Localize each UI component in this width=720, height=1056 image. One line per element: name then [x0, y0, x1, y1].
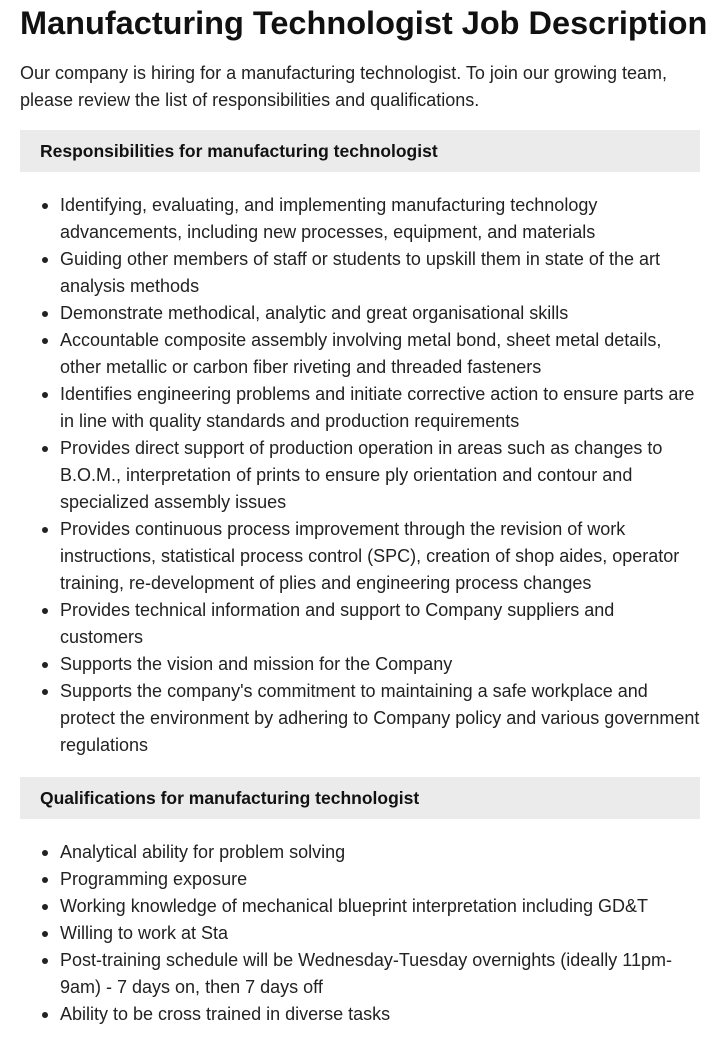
- list-item: Ability to be cross trained in diverse tasks: [60, 1001, 700, 1028]
- qualifications-heading: Qualifications for manufacturing technologist: [20, 777, 700, 819]
- list-item: Working knowledge of mechanical blueprint interpretation including GD&T: [60, 893, 700, 920]
- list-item: Provides technical information and support to Company suppliers and customers: [60, 597, 700, 651]
- list-item: Accountable composite assembly involving metal bond, sheet metal details, other metallic or carbon fiber riveting and threaded fasteners: [60, 327, 700, 381]
- list-item: Programming exposure: [60, 866, 700, 893]
- list-item: Identifies engineering problems and initiate corrective action to ensure parts are in line with quality standards and production requirements: [60, 381, 700, 435]
- list-item: Analytical ability for problem solving: [60, 839, 700, 866]
- list-item: Demonstrate methodical, analytic and great organisational skills: [60, 300, 700, 327]
- list-item: Willing to work at Sta: [60, 920, 700, 947]
- list-item: Identifying, evaluating, and implementing manufacturing technology advancements, including new processes, equipment, and materials: [60, 192, 700, 246]
- list-item: Guiding other members of staff or students to upskill them in state of the art analysis methods: [60, 246, 700, 300]
- responsibilities-heading: Responsibilities for manufacturing technologist: [20, 130, 700, 172]
- page-title: Manufacturing Technologist Job Description: [20, 5, 708, 41]
- list-item: Provides direct support of production operation in areas such as changes to B.O.M., interpretation of prints to ensure ply orientation and contour and specialized assembly issues: [60, 435, 700, 516]
- qualifications-list: [20, 839, 700, 1028]
- list-item: Provides continuous process improvement through the revision of work instructions, statistical process control (SPC), creation of shop aides, operator training, re-development of plies and engineering process changes: [60, 516, 700, 597]
- list-item: Supports the vision and mission for the Company: [60, 651, 700, 678]
- list-item: Supports the company's commitment to maintaining a safe workplace and protect the environment by adhering to Company policy and various government regulations: [60, 678, 700, 759]
- responsibilities-list: [20, 192, 700, 759]
- list-item: Post-training schedule will be Wednesday-Tuesday overnights (ideally 11pm-9am) - 7 days on, then 7 days off: [60, 947, 700, 1001]
- intro-paragraph: Our company is hiring for a manufacturing technologist. To join our growing team, please review the list of responsibilities and qualifications.: [20, 63, 667, 110]
